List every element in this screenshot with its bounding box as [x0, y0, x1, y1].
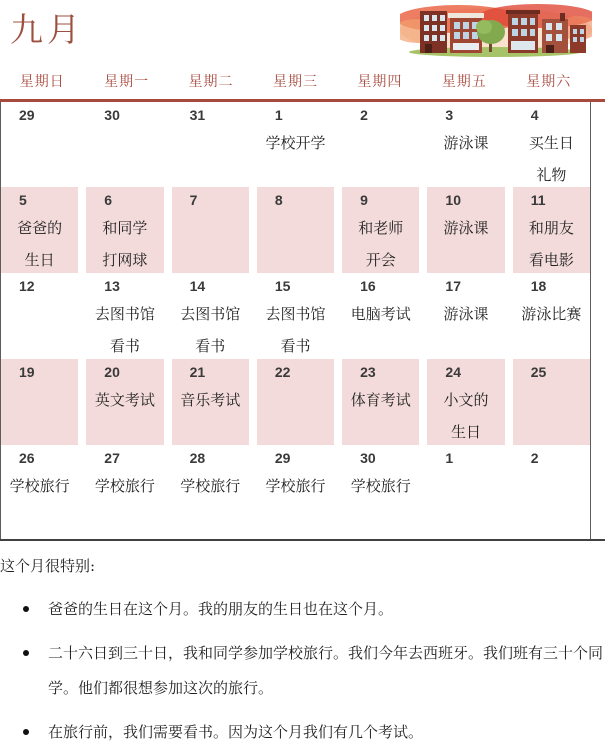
day-event: 和朋友 看电影 — [528, 219, 574, 269]
day-event: 学校旅行 — [180, 477, 241, 495]
weekday-header-row — [0, 62, 591, 99]
day-cell — [342, 187, 419, 273]
day-cell — [513, 273, 590, 359]
weekday-label: 星期三 — [272, 73, 318, 90]
day-cell — [513, 187, 590, 273]
weekday-label: 星期一 — [104, 73, 150, 90]
day-cell — [1, 102, 78, 187]
bullet-icon — [23, 729, 29, 735]
day-number: 23 — [360, 364, 376, 380]
day-number: 11 — [530, 192, 546, 208]
day-event: 去图书馆 看书 — [94, 305, 155, 355]
day-cell — [427, 273, 504, 359]
day-cell — [172, 359, 249, 445]
day-event: 小文的 生日 — [443, 391, 489, 441]
day-cell — [257, 273, 334, 359]
day-number: 17 — [445, 278, 461, 294]
day-number: 5 — [19, 192, 27, 208]
day-number: 1 — [445, 450, 454, 466]
bullet-icon — [23, 606, 29, 612]
day-number: 19 — [19, 364, 35, 380]
day-number: 22 — [274, 364, 291, 380]
day-cell — [427, 187, 504, 273]
page-title: 九月 — [10, 10, 84, 49]
day-event: 游泳比赛 — [521, 305, 582, 323]
calendar-week-row — [1, 273, 590, 359]
weekday-label: 星期四 — [357, 73, 403, 90]
day-cell — [172, 102, 249, 187]
day-number: 6 — [104, 192, 113, 208]
calendar-grid — [0, 102, 591, 539]
day-cell — [257, 445, 334, 539]
calendar-week-row — [1, 187, 590, 273]
day-event: 学校旅行 — [94, 477, 155, 495]
day-number: 26 — [19, 450, 35, 466]
day-number: 1 — [274, 107, 283, 123]
day-cell — [86, 187, 163, 273]
day-cell — [342, 273, 419, 359]
day-number: 3 — [445, 107, 454, 123]
day-cell — [427, 102, 504, 187]
day-cell — [1, 187, 78, 273]
day-cell — [1, 359, 78, 445]
day-number: 9 — [360, 192, 368, 208]
day-cell — [86, 273, 163, 359]
weekday-label: 星期二 — [188, 73, 234, 90]
day-number: 15 — [274, 278, 291, 294]
day-number: 13 — [104, 278, 120, 294]
weekday-label: 星期六 — [526, 73, 572, 90]
day-number: 31 — [189, 107, 206, 123]
day-cell — [172, 273, 249, 359]
day-cell — [513, 102, 590, 187]
day-number: 30 — [104, 107, 120, 123]
calendar-week-row — [1, 102, 590, 187]
day-cell — [257, 359, 334, 445]
day-event: 游泳课 — [443, 134, 489, 152]
day-number: 2 — [360, 107, 368, 123]
day-event: 学校旅行 — [350, 477, 411, 495]
day-number: 21 — [189, 364, 206, 380]
day-event: 爸爸的 生日 — [17, 219, 63, 269]
day-number: 20 — [104, 364, 120, 380]
row-houses-illustration — [400, 4, 592, 57]
day-number: 4 — [530, 107, 539, 123]
day-number: 8 — [274, 192, 283, 208]
day-number: 12 — [19, 278, 35, 294]
day-event: 音乐考试 — [180, 391, 241, 409]
notes-list — [0, 592, 605, 750]
calendar-week-row — [1, 359, 590, 445]
day-event: 买生日 礼物 — [528, 134, 574, 184]
day-event: 去图书馆 看书 — [265, 305, 326, 355]
day-event: 和老师 开会 — [358, 219, 404, 269]
page-header — [0, 0, 605, 62]
day-event: 学校旅行 — [265, 477, 326, 495]
list-item — [0, 715, 605, 750]
day-cell — [172, 445, 249, 539]
table-bottom-rule — [0, 539, 605, 541]
notes-section — [0, 555, 605, 750]
note-text: 二十六日到三十日，我和同学参加学校旅行。我们今年去西班牙。我们班有三十个同学。他们都很想参加这次的旅行。 — [48, 644, 604, 697]
day-cell — [172, 187, 249, 273]
calendar-week-row — [1, 445, 590, 539]
weekday-label: 星期日 — [19, 73, 65, 90]
day-cell — [427, 359, 504, 445]
day-event: 游泳课 — [443, 305, 489, 323]
day-number: 29 — [19, 107, 35, 123]
day-event: 电脑考试 — [350, 305, 411, 323]
day-number: 27 — [104, 450, 120, 466]
day-cell — [342, 359, 419, 445]
day-number: 25 — [530, 364, 547, 380]
day-event: 和同学 打网球 — [102, 219, 148, 269]
day-number: 16 — [360, 278, 376, 294]
day-cell — [513, 445, 590, 539]
note-text: 爸爸的生日在这个月。我的朋友的生日也在这个月。 — [48, 600, 394, 618]
bullet-icon — [23, 650, 29, 656]
list-item — [0, 592, 605, 627]
day-event: 学校旅行 — [9, 477, 70, 495]
day-number: 14 — [189, 278, 206, 294]
list-item — [0, 636, 605, 706]
day-cell — [257, 102, 334, 187]
day-cell — [342, 102, 419, 187]
day-cell — [1, 445, 78, 539]
day-cell — [86, 102, 163, 187]
day-cell — [513, 359, 590, 445]
day-number: 24 — [445, 364, 461, 380]
day-event: 游泳课 — [443, 219, 489, 237]
day-cell — [427, 445, 504, 539]
day-event: 体育考试 — [350, 391, 411, 409]
day-cell — [1, 273, 78, 359]
day-number: 18 — [530, 278, 547, 294]
day-cell — [342, 445, 419, 539]
day-cell — [86, 445, 163, 539]
day-cell — [257, 187, 334, 273]
day-event: 英文考试 — [94, 391, 155, 409]
notes-intro: 这个月很特别: — [0, 557, 96, 575]
day-number: 30 — [360, 450, 376, 466]
weekday-label: 星期五 — [441, 73, 487, 90]
note-text: 在旅行前，我们需要看书。因为这个月我们有几个考试。 — [48, 723, 424, 741]
day-cell — [86, 359, 163, 445]
day-number: 29 — [274, 450, 291, 466]
day-number: 28 — [189, 450, 206, 466]
day-number: 2 — [530, 450, 539, 466]
day-event: 去图书馆 看书 — [180, 305, 241, 355]
day-event: 学校开学 — [265, 134, 326, 152]
day-number: 7 — [189, 192, 198, 208]
day-number: 10 — [445, 192, 461, 208]
